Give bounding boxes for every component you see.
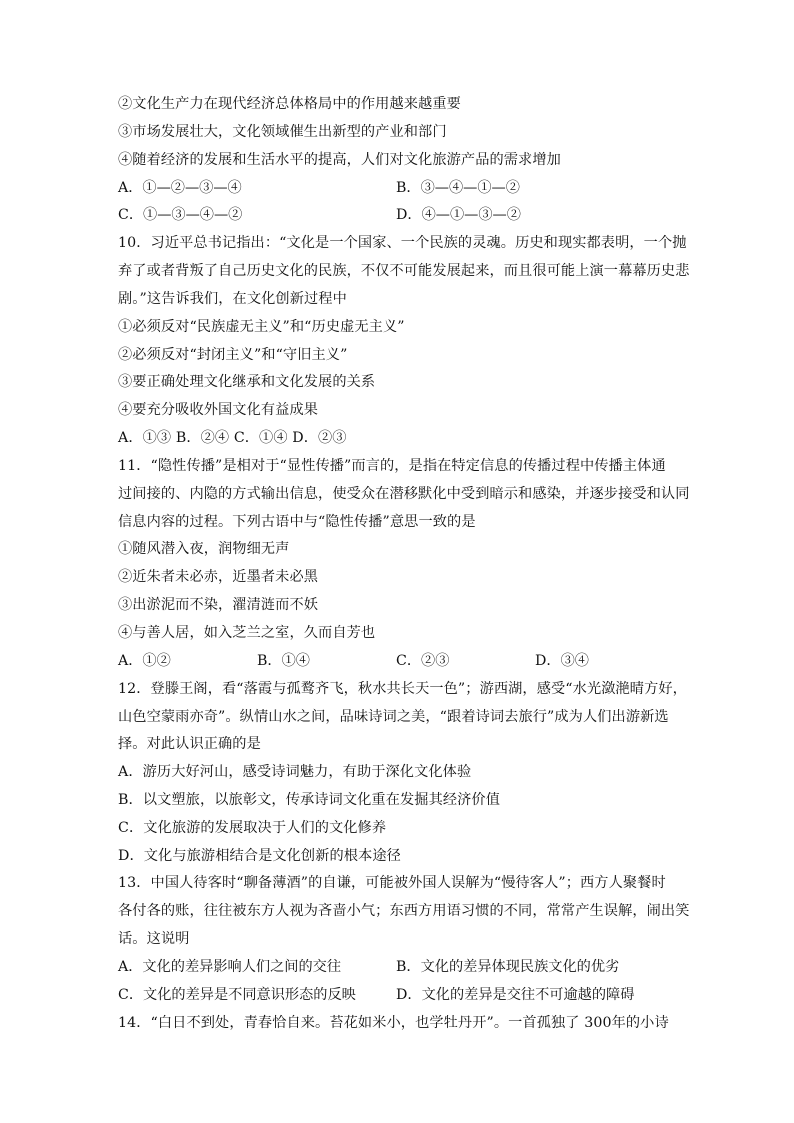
q11-stem-line-2: 过间接的、内隐的方式输出信息，使受众在潜移默化中受到暗示和感染，并逐步接受和认同 bbox=[118, 486, 690, 502]
q11-option-d: D．③④ bbox=[535, 653, 589, 669]
q11-option-b: B．①④ bbox=[257, 653, 310, 669]
q12-stem-line-3: 择。对此认识正确的是 bbox=[118, 736, 261, 752]
q12-option-d: D．文化与旅游相结合是文化创新的根本途径 bbox=[118, 848, 401, 864]
q11-item-2: ②近朱者未必赤，近墨者未必黑 bbox=[118, 569, 319, 585]
q13-option-c: C．文化的差异是不同意识形态的反映 bbox=[118, 987, 356, 1003]
q13-stem-line-1: 13．中国人待客时“聊备薄酒”的自谦，可能被外国人误解为“慢待客人”；西方人聚餐时 bbox=[118, 875, 666, 891]
q12-stem-line-2: 山色空蒙雨亦奇”。纵情山水之间，品味诗词之美，“跟着诗词去旅行”成为人们出游新选 bbox=[118, 709, 669, 725]
q13-option-a: A．文化的差异影响人们之间的交往 bbox=[118, 959, 342, 975]
q10-item-1: ①必须反对“民族虚无主义”和“历史虚无主义” bbox=[118, 319, 405, 335]
q9-item-2: ②文化生产力在现代经济总体格局中的作用越来越重要 bbox=[118, 96, 461, 112]
q11-option-a: A．①② bbox=[118, 653, 171, 669]
q13-stem-line-2: 各付各的账，往往被东方人视为吝啬小气；东西方用语习惯的不同，常常产生误解，闹出笑 bbox=[118, 903, 690, 919]
q11-item-1: ①随风潜入夜，润物细无声 bbox=[118, 541, 290, 557]
q11-item-3: ③出淤泥而不染，濯清涟而不妖 bbox=[118, 597, 319, 613]
q10-stem-line-3: 剧。”这告诉我们，在文化创新过程中 bbox=[118, 291, 347, 307]
q9-option-b: B．③—④—①—② bbox=[396, 180, 520, 196]
q13-stem-line-3: 话。这说明 bbox=[118, 931, 190, 947]
q13-option-d: D．文化的差异是交往不可逾越的障碍 bbox=[396, 987, 635, 1003]
q9-option-c: C．①—③—④—② bbox=[118, 207, 243, 223]
q10-options: A．①③ B．②④ C．①④ D．②③ bbox=[118, 430, 347, 446]
q11-item-4: ④与善人居，如入芝兰之室，久而自芳也 bbox=[118, 625, 376, 641]
q11-stem-line-1: 11．“隐性传播”是相对于“显性传播”而言的，是指在特定信息的传播过程中传播主体通 bbox=[118, 458, 666, 474]
q12-option-b: B．以文塑旅，以旅彰文，传承诗词文化重在发掘其经济价值 bbox=[118, 792, 501, 808]
q9-option-d: D．④—①—③—② bbox=[396, 207, 521, 223]
q9-item-4: ④随着经济的发展和生活水平的提高，人们对文化旅游产品的需求增加 bbox=[118, 152, 561, 168]
q13-option-b: B．文化的差异体现民族文化的优劣 bbox=[396, 959, 620, 975]
q12-option-c: C．文化旅游的发展取决于人们的文化修养 bbox=[118, 820, 387, 836]
q10-stem-line-1: 10．习近平总书记指出：“文化是一个国家、一个民族的灵魂。历史和现实都表明，一个抛 bbox=[118, 235, 687, 251]
q9-item-3: ③市场发展壮大，文化领域催生出新型的产业和部门 bbox=[118, 124, 447, 140]
q10-item-4: ④要充分吸收外国文化有益成果 bbox=[118, 402, 319, 418]
q10-item-2: ②必须反对“封闭主义”和“守旧主义” bbox=[118, 347, 348, 363]
q12-option-a: A．游历大好河山，感受诗词魅力，有助于深化文化体验 bbox=[118, 764, 472, 780]
q11-option-c: C．②③ bbox=[396, 653, 450, 669]
q10-item-3: ③要正确处理文化继承和文化发展的关系 bbox=[118, 374, 376, 390]
q11-stem-line-3: 信息内容的过程。下列古语中与“隐性传播”意思一致的是 bbox=[118, 514, 476, 530]
q9-option-a: A．①—②—③—④ bbox=[118, 180, 242, 196]
q12-stem-line-1: 12．登滕王阁，看“落霞与孤鹜齐飞，秋水共长天一色”；游西湖，感受“水光潋滟晴方好， bbox=[118, 681, 687, 697]
q14-stem-line-1: 14．“白日不到处，青春恰自来。苔花如米小，也学牡丹开”。一首孤独了 300年的小诗 bbox=[118, 1015, 669, 1031]
q10-stem-line-2: 弃了或者背叛了自己历史文化的民族，不仅不可能发展起来，而且很可能上演一幕幕历史悲 bbox=[118, 263, 690, 279]
